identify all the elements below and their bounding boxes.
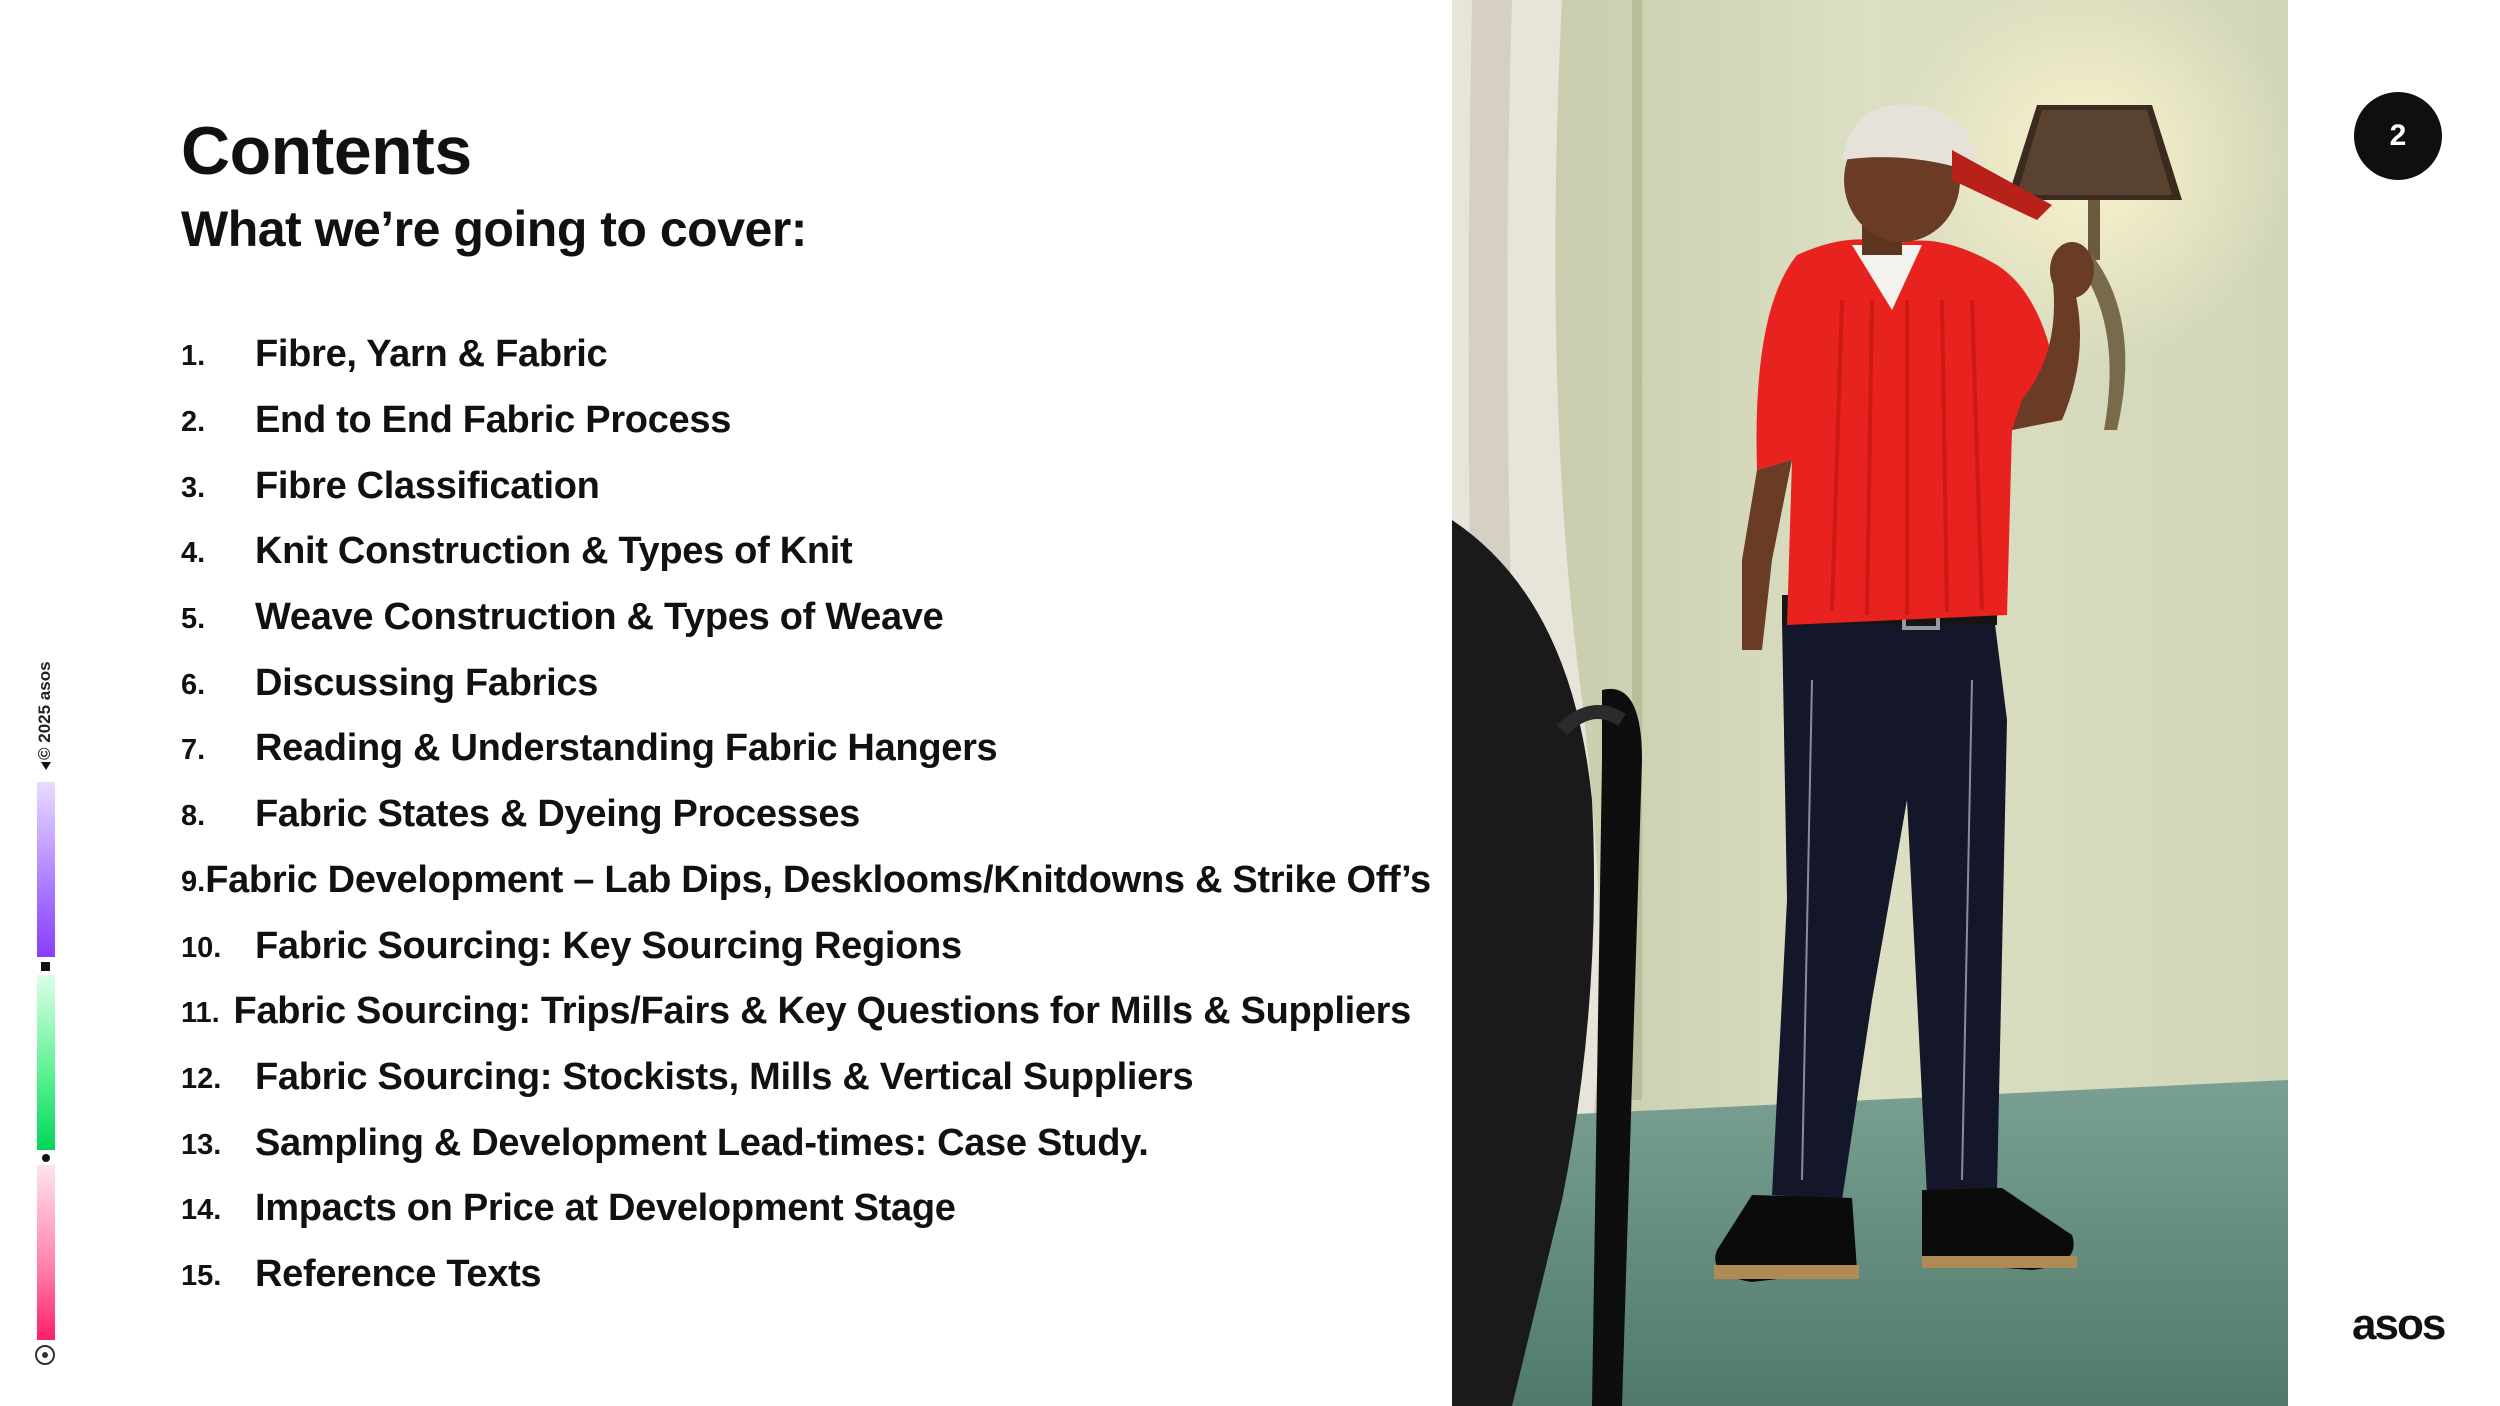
asos-logo: asos <box>2352 1300 2445 1349</box>
item-text: Weave Construction & Types of Weave <box>255 596 944 639</box>
list-item <box>181 453 1411 519</box>
target-icon <box>35 1345 55 1365</box>
list-item <box>181 848 1431 914</box>
pink-gradient-bar <box>37 1165 55 1340</box>
item-number: 4. <box>181 537 206 570</box>
dot-marker-icon <box>42 1154 50 1162</box>
list-item <box>181 650 1411 716</box>
item-number: 14. <box>181 1194 222 1227</box>
item-number: 3. <box>181 471 206 504</box>
item-number: 12. <box>181 1062 222 1095</box>
item-text: Fibre Classification <box>255 464 600 507</box>
list-item <box>181 1045 1411 1111</box>
item-number: 1. <box>181 340 206 373</box>
list-item <box>181 388 1411 454</box>
hero-photo <box>1452 0 2288 1406</box>
item-text: End to End Fabric Process <box>255 399 732 442</box>
item-text: Fabric States & Dyeing Processes <box>255 793 861 836</box>
item-number: 2. <box>181 406 206 439</box>
list-item <box>181 913 1411 979</box>
list-item <box>181 1242 1411 1308</box>
square-marker-icon <box>41 962 50 971</box>
item-number: 5. <box>181 603 206 636</box>
page-subtitle: What we’re going to cover: <box>181 201 807 257</box>
list-item <box>181 519 1411 585</box>
green-gradient-bar <box>37 975 55 1150</box>
page-title: Contents <box>181 113 472 189</box>
item-text: Reading & Understanding Fabric Hangers <box>255 727 998 770</box>
item-number: 10. <box>181 931 222 964</box>
list-item <box>181 782 1411 848</box>
contents-list <box>181 322 1431 1307</box>
triangle-marker-icon <box>41 762 51 770</box>
list-item <box>181 322 1411 388</box>
item-text: Impacts on Price at Development Stage <box>255 1187 956 1230</box>
item-text: Reference Texts <box>255 1252 542 1295</box>
item-text: Fabric Sourcing: Key Sourcing Regions <box>255 924 962 967</box>
item-number: 6. <box>181 668 206 701</box>
item-text: Sampling & Development Lead-times: Case Study. <box>255 1121 1149 1164</box>
item-text: Fabric Sourcing: Stockists, Mills & Vertical Suppliers <box>255 1055 1194 1098</box>
item-number: 15. <box>181 1259 222 1292</box>
item-number: 13. <box>181 1128 222 1161</box>
item-text: Fabric Development – Lab Dips, Desklooms/Knitdowns & Strike Off’s <box>205 858 1431 901</box>
purple-gradient-bar <box>37 782 55 957</box>
item-text: Discussing Fabrics <box>255 661 599 704</box>
item-number: 8. <box>181 800 206 833</box>
list-item <box>181 1110 1411 1176</box>
list-item <box>181 716 1411 782</box>
item-text: Knit Construction & Types of Knit <box>255 530 853 573</box>
item-number: 9. <box>181 865 206 898</box>
list-item <box>181 979 1411 1045</box>
page-number-badge: 2 <box>2354 92 2442 180</box>
item-text: Fibre, Yarn & Fabric <box>255 333 608 376</box>
list-item <box>181 1176 1411 1242</box>
list-item <box>181 585 1411 651</box>
item-number: 7. <box>181 734 206 767</box>
item-number: 11. <box>181 997 220 1030</box>
hero-photo-illustration <box>1452 0 2288 1406</box>
item-text: Fabric Sourcing: Trips/Fairs & Key Questions for Mills & Suppliers <box>233 990 1411 1033</box>
copyright-text: © 2025 asos <box>35 661 54 760</box>
